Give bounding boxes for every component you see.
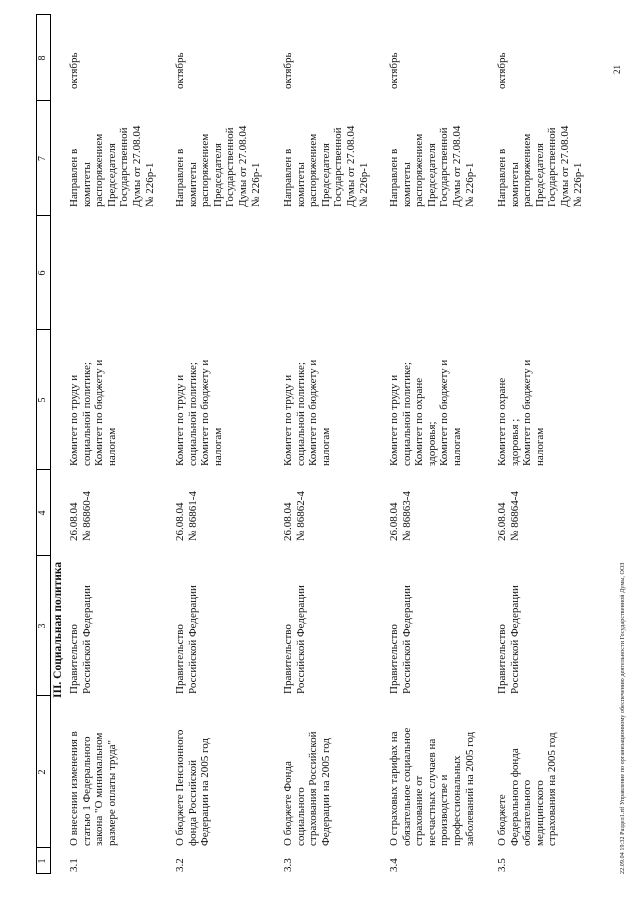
column-number: 2 [37, 769, 48, 775]
row-number: 3.4 [388, 858, 400, 872]
bill-status: Направлен в комитеты распоряжением Председателя Государственной Думы от 27.08.04 № 226р-1 [68, 125, 156, 207]
planned-month: октябрь [388, 52, 400, 89]
row-number: 3.1 [68, 858, 80, 872]
bill-author: Правительство Российской Федерации [68, 585, 93, 694]
registration: 26.08.04 № 86861-4 [174, 491, 199, 541]
bill-title: О бюджете Федерального фонда обязательного медицинского страхования на 2005 год [496, 732, 559, 846]
row-number: 3.2 [174, 858, 186, 872]
registration: 26.08.04 № 86863-4 [388, 491, 413, 541]
program-table [36, 14, 614, 874]
column-number: 1 [37, 858, 48, 864]
bill-author: Правительство Российской Федерации [496, 585, 521, 694]
bill-status: Направлен в комитеты распоряжением Председателя Государственной Думы от 27.08.04 № 226р-1 [388, 125, 476, 207]
row-number: 3.5 [496, 858, 508, 872]
bill-status: Направлен в комитеты распоряжением Председателя Государственной Думы от 27.08.04 № 226р-1 [496, 125, 584, 207]
bill-title: О страховых тарифах на обязательное социальное страхование от несчастных случаев на производстве и профессиональных заболеваний на 2005 год [388, 727, 476, 846]
responsible-committee: Комитет по охране здоровья ; Комитет по бюджету и налогам [496, 359, 546, 466]
column-number: 5 [37, 397, 48, 403]
planned-month: октябрь [282, 52, 294, 89]
responsible-committee: Комитет по труду и социальной политике; Комитет по бюджету и налогам [174, 359, 224, 466]
responsible-committee: Комитет по труду и социальной политике; Комитет по бюджету и налогам [68, 359, 118, 466]
column-number: 4 [37, 510, 48, 516]
section-title: III. Социальная политика [52, 561, 64, 698]
bill-title: О бюджете Пенсионного фонда Российской Федерации на 2005 год [174, 729, 212, 846]
column-number: 8 [37, 55, 48, 61]
bill-author: Правительство Российской Федерации [388, 585, 413, 694]
column-number: 7 [37, 156, 48, 161]
planned-month: октябрь [68, 52, 80, 89]
column-number: 6 [37, 270, 48, 276]
bill-title: О бюджете Фонда социального страхования Российской Федерации на 2005 год [282, 731, 332, 846]
planned-month: октябрь [496, 52, 508, 89]
header-bottom-border [50, 14, 51, 874]
row-number: 3.3 [282, 858, 294, 872]
planned-month: октябрь [174, 52, 186, 89]
bill-title: О внесении изменения в статью 1 Федерального закона "О минимальном размере оплаты труда" [68, 731, 118, 846]
responsible-committee: Комитет по труду и социальной политике; Комитет по охране здоровья; Комитет по бюджету и налогам [388, 359, 463, 466]
registration: 26.08.04 № 86862-4 [282, 491, 307, 541]
bill-status: Направлен в комитеты распоряжением Председателя Государственной Думы от 27.08.04 № 226р-1 [174, 125, 262, 207]
responsible-committee: Комитет по труду и социальной политике; Комитет по бюджету и налогам [282, 359, 332, 466]
column-number: 3 [37, 623, 48, 629]
footer-print-info: 22.09.04 19:32 Раздел1.rtf Управление по организационному обеспечению деятельности Государственной Думы, ООЗ [620, 562, 626, 874]
bill-status: Направлен в комитеты распоряжением Председателя Государственной Думы от 27.08.04 № 226р-1 [282, 125, 370, 207]
registration: 26.08.04 № 86864-4 [496, 491, 521, 541]
bill-author: Правительство Российской Федерации [282, 585, 307, 694]
page-number: 21 [612, 65, 622, 74]
registration: 26.08.04 № 86860-4 [68, 491, 93, 541]
bill-author: Правительство Российской Федерации [174, 585, 199, 694]
